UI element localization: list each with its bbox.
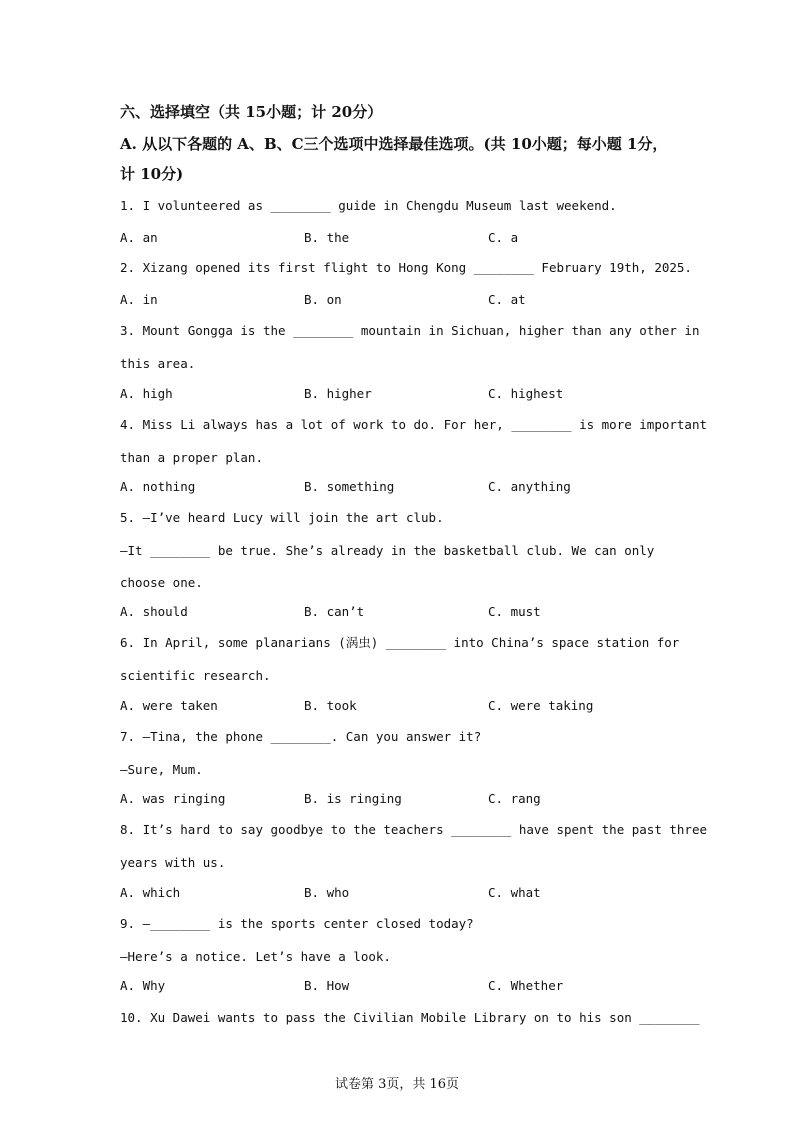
question-9-text-line-1: 9. —________ is the sports center closed today? bbox=[120, 916, 474, 931]
question-1-option-a: A. an bbox=[120, 230, 158, 245]
question-4-option-b: B. something bbox=[304, 479, 395, 494]
question-5-option-b: B. can’t bbox=[304, 604, 365, 619]
question-4-text-line-1: 4. Miss Li always has a lot of work to do. For her, ________ is more important bbox=[120, 417, 707, 432]
question-5-text-line-3: choose one. bbox=[120, 575, 203, 590]
question-7-option-a: A. was ringing bbox=[120, 791, 226, 806]
question-4-text-line-2: than a proper plan. bbox=[120, 450, 263, 465]
section-title: 六、选择填空（共 15小题；计 20分） bbox=[120, 103, 383, 121]
question-5-text-line-1: 5. —I’ve heard Lucy will join the art club. bbox=[120, 510, 444, 525]
question-5-option-c: C. must bbox=[488, 604, 541, 619]
question-8-option-c: C. what bbox=[488, 885, 541, 900]
question-9-text-line-2: —Here’s a notice. Let’s have a look. bbox=[120, 949, 391, 964]
question-8-text-line-2: years with us. bbox=[120, 855, 226, 870]
question-8-option-b: B. who bbox=[304, 885, 350, 900]
question-2-text: 2. Xizang opened its first flight to Hong Kong ________ February 19th, 2025. bbox=[120, 260, 692, 275]
question-7-text-line-2: —Sure, Mum. bbox=[120, 762, 203, 777]
question-10-text-line-1: 10. Xu Dawei wants to pass the Civilian Mobile Library on to his son ________ bbox=[120, 1010, 700, 1025]
part-a-instructions-line-1: A. 从以下各题的 A、B、C三个选项中选择最佳选项。(共 10小题；每小题 1分， bbox=[120, 135, 668, 153]
question-7-option-c: C. rang bbox=[488, 791, 541, 806]
question-1-option-b: B. the bbox=[304, 230, 350, 245]
question-4-option-c: C. anything bbox=[488, 479, 571, 494]
question-1-option-c: C. a bbox=[488, 230, 519, 245]
question-6-option-c: C. were taking bbox=[488, 698, 594, 713]
question-2-option-a: A. in bbox=[120, 292, 158, 307]
question-4-option-a: A. nothing bbox=[120, 479, 196, 494]
question-6-option-b: B. took bbox=[304, 698, 357, 713]
question-9-option-a: A. Why bbox=[120, 978, 166, 993]
part-a-instructions-line-2: 计 10分) bbox=[120, 165, 184, 183]
question-8-option-a: A. which bbox=[120, 885, 181, 900]
question-9-option-b: B. How bbox=[304, 978, 350, 993]
question-2-option-c: C. at bbox=[488, 292, 526, 307]
question-6-text-line-1: 6. In April, some planarians (涡虫) ________ into China’s space station for bbox=[120, 635, 680, 650]
question-6-text-line-2: scientific research. bbox=[120, 668, 271, 683]
question-3-option-a: A. high bbox=[120, 386, 173, 401]
question-3-option-b: B. higher bbox=[304, 386, 372, 401]
question-5-text-line-2: —It ________ be true. She’s already in the basketball club. We can only bbox=[120, 543, 655, 558]
page-number-footer: 试卷第 3页，共 16页 bbox=[334, 1077, 460, 1092]
question-3-text-line-2: this area. bbox=[120, 356, 196, 371]
question-7-text-line-1: 7. —Tina, the phone ________. Can you answer it? bbox=[120, 729, 482, 744]
question-7-option-b: B. is ringing bbox=[304, 791, 402, 806]
question-6-option-a: A. were taken bbox=[120, 698, 218, 713]
question-3-text-line-1: 3. Mount Gongga is the ________ mountain in Sichuan, higher than any other in bbox=[120, 323, 700, 338]
question-5-option-a: A. should bbox=[120, 604, 188, 619]
question-8-text-line-1: 8. It’s hard to say goodbye to the teachers ________ have spent the past three bbox=[120, 822, 707, 837]
question-9-option-c: C. Whether bbox=[488, 978, 564, 993]
question-3-option-c: C. highest bbox=[488, 386, 564, 401]
question-1-text: 1. I volunteered as ________ guide in Chengdu Museum last weekend. bbox=[120, 198, 617, 213]
question-2-option-b: B. on bbox=[304, 292, 342, 307]
